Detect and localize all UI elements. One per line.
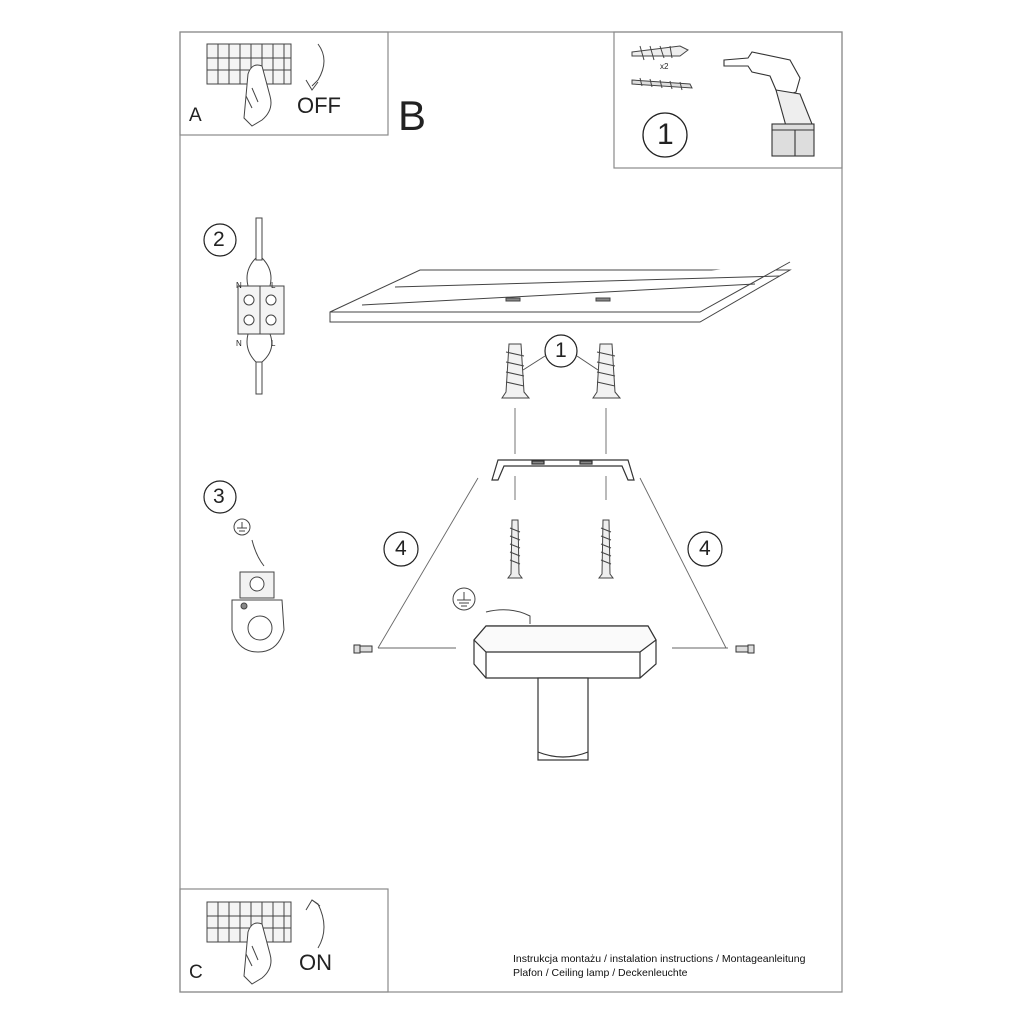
on-label: ON [299,950,332,975]
instruction-footer [513,952,805,980]
screw-step-number-left: 4 [395,537,407,560]
panel-b-letter: B [398,92,427,139]
wire-label-n-bottom: N [236,339,242,348]
screw-right [599,520,613,578]
side-screw-left-icon [354,645,372,653]
wiring-step-number: 2 [213,228,225,251]
mounting-bracket [492,460,634,480]
wire-label-n-top: N [236,281,242,290]
screw-step-number-right: 4 [699,537,711,560]
callout-line [577,356,598,370]
off-label: OFF [297,93,341,118]
footer-line-2: Plafon / Ceiling lamp / Deckenleuchte [513,967,688,979]
ground-symbol-icon [453,588,530,624]
wire-label-l-bottom: L [271,339,276,348]
callout-line [523,356,545,370]
ceiling-plate [330,262,790,322]
wall-dowel-right [593,344,620,398]
ground-step-number: 3 [213,485,225,508]
wire-label-l-top: L [271,281,276,290]
wall-dowel-left [502,344,529,398]
sheet-frame [180,32,842,992]
guide-lines [378,408,728,648]
screw-left [508,520,522,578]
tools-step-number: 1 [657,118,674,151]
drill-icon [724,52,814,156]
tools-count-label: x2 [660,62,669,71]
dowels-step-number: 1 [555,339,567,362]
wiring-terminal-diagram [238,218,284,394]
side-screw-right-icon [736,645,754,653]
ground-connector-diagram [232,519,284,652]
panel-a-letter: A [189,105,202,126]
footer-line-1: Instrukcja montażu / instalation instructions / Montageanleitung [513,953,806,965]
ceiling-lamp [474,626,656,760]
panel-c-letter: C [189,962,203,983]
